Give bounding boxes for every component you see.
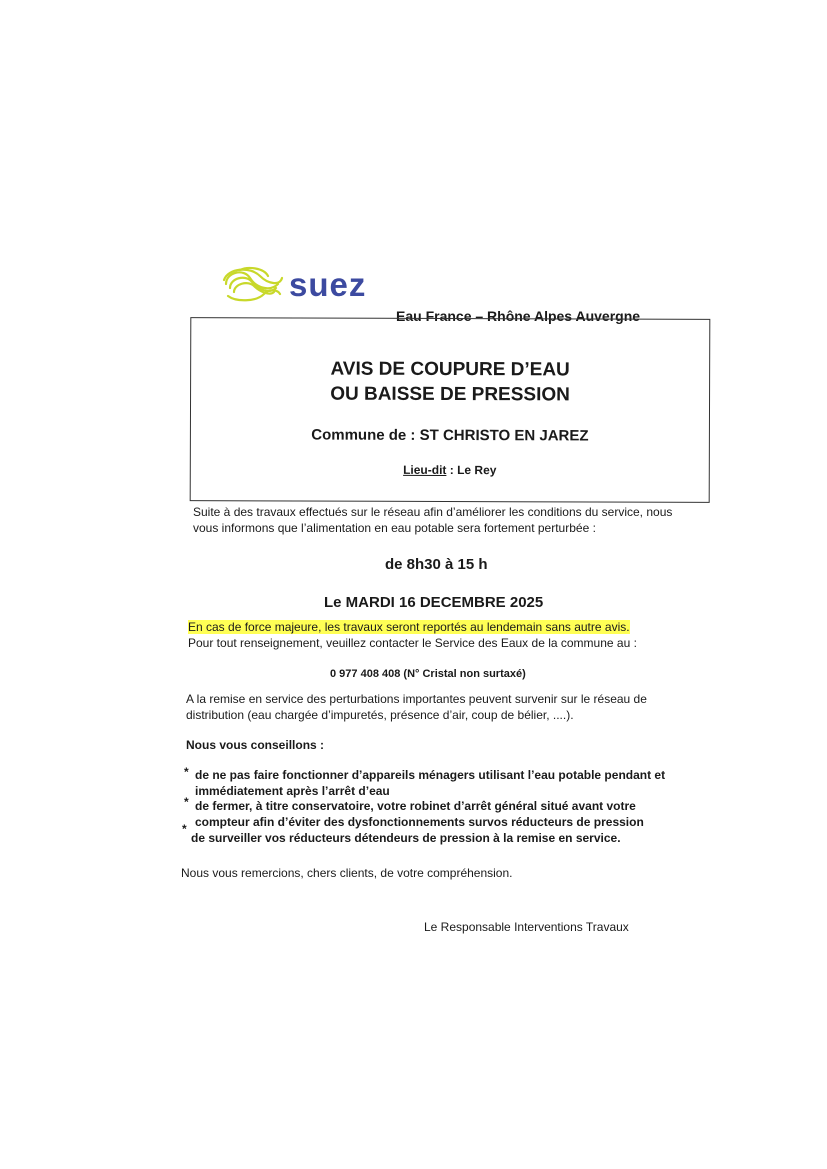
intro-line-1: Suite à des travaux effectués sur le réseau afin d’améliorer les conditions du service, nous [193,505,673,519]
advice-bullet-3: * [182,822,187,836]
suez-logo [220,262,380,306]
logo-wordmark: suez [289,266,367,303]
lieu-line [191,462,709,478]
commune-line [191,426,709,445]
commune-label: Commune de : [311,426,416,444]
notice-box [190,317,711,503]
contact-phone: 0 977 408 408 (N° Cristal non surtaxé) [330,668,526,680]
remise-line-2: distribution (eau chargée d’impuretés, présence d’air, coup de bélier, ....). [186,708,574,722]
suez-swirl-icon [220,262,286,306]
intro-line-2: vous informons que l’alimentation en eau potable sera fortement perturbée : [193,521,596,535]
advice-bullet-2: * [184,795,189,809]
signature: Le Responsable Interventions Travaux [424,920,629,934]
advice-item-1-line-1: de ne pas faire fonctionner d’appareils ménagers utilisant l’eau potable pendant et [195,768,666,782]
lieu-value: : Le Rey [449,462,497,478]
notice-title-line1: AVIS DE COUPURE D’EAU [330,358,570,381]
advice-item-2-line-2: compteur afin d’éviter des dysfonctionnements survos réducteurs de pression [195,815,644,829]
thanks-line: Nous vous remercions, chers clients, de votre compréhension. [181,866,513,880]
header-subtitle: Eau France – Rhône Alpes Auvergne [396,308,641,324]
force-majeure-line [188,620,630,634]
schedule-hours: de 8h30 à 15 h [385,556,488,573]
lieu-label: Lieu-dit [403,462,447,477]
advice-item-3-line-1: de surveiller vos réducteurs détendeurs de pression à la remise en service. [191,831,621,845]
advice-item-2-line-1: de fermer, à titre conservatoire, votre robinet d’arrêt général situé avant votre [195,799,636,813]
notice-title-line2: OU BAISSE DE PRESSION [330,383,570,406]
advice-bullet-1: * [184,765,189,779]
schedule-date: Le MARDI 16 DECEMBRE 2025 [324,594,544,611]
remise-line-1: A la remise en service des perturbations importantes peuvent survenir sur le réseau de [186,692,647,706]
force-majeure-highlight: En cas de force majeure, les travaux seront reportés au lendemain sans autre avis. [188,620,630,634]
advice-heading: Nous vous conseillons : [186,738,325,752]
advice-item-1-line-2: immédiatement après l’arrêt d’eau [195,784,390,798]
contact-line: Pour tout renseignement, veuillez contacter le Service des Eaux de la commune au : [188,636,637,650]
commune-value: ST CHRISTO EN JAREZ [419,426,589,445]
